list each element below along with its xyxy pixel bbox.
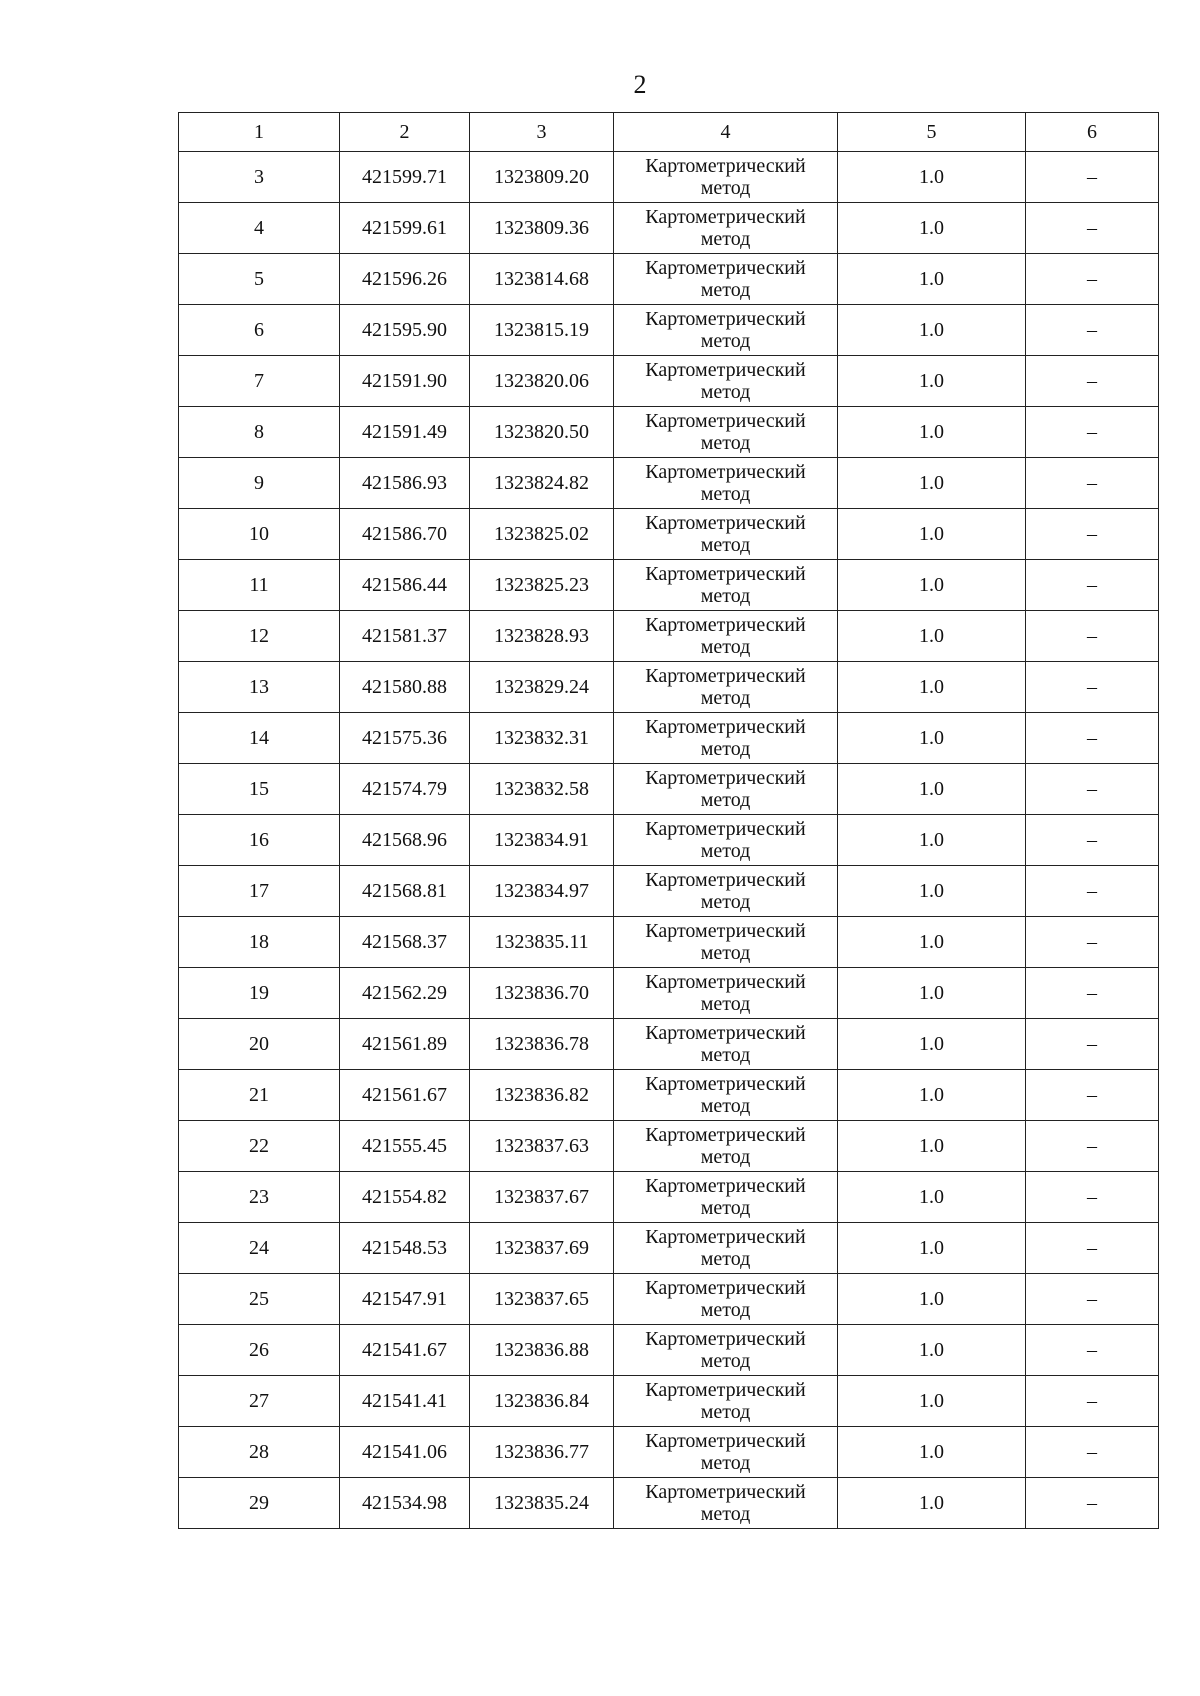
point-number-cell: 21: [179, 1070, 340, 1121]
column-header-2: 2: [340, 113, 470, 152]
method-line-1: Картометрический: [645, 1277, 806, 1299]
method-line-1: Картометрический: [645, 665, 806, 687]
method-line-1: Картометрический: [645, 1226, 806, 1248]
method-cell: [614, 611, 838, 662]
x-coordinate-cell: 421568.96: [340, 815, 470, 866]
point-number-cell: 7: [179, 356, 340, 407]
y-coordinate-cell: 1323825.02: [470, 509, 614, 560]
method-cell: [614, 458, 838, 509]
method-line-1: Картометрический: [645, 716, 806, 738]
method-line-2: метод: [700, 1044, 751, 1066]
table-row: [179, 1325, 1159, 1376]
x-coordinate-cell: 421586.93: [340, 458, 470, 509]
table-row: [179, 1121, 1159, 1172]
y-coordinate-cell: 1323835.11: [470, 917, 614, 968]
y-coordinate-cell: 1323820.06: [470, 356, 614, 407]
note-cell: –: [1026, 1019, 1159, 1070]
accuracy-cell: 1.0: [838, 866, 1026, 917]
method-cell: [614, 662, 838, 713]
table-row: [179, 1478, 1159, 1529]
table-row: [179, 662, 1159, 713]
accuracy-cell: 1.0: [838, 254, 1026, 305]
point-number-cell: 5: [179, 254, 340, 305]
method-cell: [614, 1376, 838, 1427]
method-line-2: метод: [700, 1401, 751, 1423]
method-line-2: метод: [700, 1452, 751, 1474]
accuracy-cell: 1.0: [838, 1274, 1026, 1325]
note-cell: –: [1026, 815, 1159, 866]
x-coordinate-cell: 421547.91: [340, 1274, 470, 1325]
y-coordinate-cell: 1323837.65: [470, 1274, 614, 1325]
method-line-1: Картометрический: [645, 1481, 806, 1503]
y-coordinate-cell: 1323828.93: [470, 611, 614, 662]
note-cell: –: [1026, 968, 1159, 1019]
method-line-2: метод: [700, 942, 751, 964]
method-line-2: метод: [700, 1299, 751, 1321]
method-line-2: метод: [700, 1197, 751, 1219]
method-line-2: метод: [700, 738, 751, 760]
x-coordinate-cell: 421586.70: [340, 509, 470, 560]
y-coordinate-cell: 1323836.82: [470, 1070, 614, 1121]
point-number-cell: 27: [179, 1376, 340, 1427]
method-cell: [614, 1070, 838, 1121]
column-header-3: 3: [470, 113, 614, 152]
note-cell: –: [1026, 305, 1159, 356]
note-cell: –: [1026, 662, 1159, 713]
y-coordinate-cell: 1323815.19: [470, 305, 614, 356]
table-row: [179, 1274, 1159, 1325]
table-row: [179, 509, 1159, 560]
method-line-1: Картометрический: [645, 257, 806, 279]
point-number-cell: 20: [179, 1019, 340, 1070]
point-number-cell: 14: [179, 713, 340, 764]
point-number-cell: 29: [179, 1478, 340, 1529]
point-number-cell: 25: [179, 1274, 340, 1325]
method-cell: [614, 356, 838, 407]
method-line-1: Картометрический: [645, 818, 806, 840]
method-cell: [614, 1274, 838, 1325]
note-cell: –: [1026, 1121, 1159, 1172]
method-line-2: метод: [700, 432, 751, 454]
method-line-1: Картометрический: [645, 1175, 806, 1197]
accuracy-cell: 1.0: [838, 1427, 1026, 1478]
note-cell: –: [1026, 152, 1159, 203]
accuracy-cell: 1.0: [838, 509, 1026, 560]
accuracy-cell: 1.0: [838, 764, 1026, 815]
table-row: [179, 764, 1159, 815]
point-number-cell: 26: [179, 1325, 340, 1376]
accuracy-cell: 1.0: [838, 611, 1026, 662]
note-cell: –: [1026, 560, 1159, 611]
method-cell: [614, 1478, 838, 1529]
method-line-1: Картометрический: [645, 1022, 806, 1044]
y-coordinate-cell: 1323809.20: [470, 152, 614, 203]
accuracy-cell: 1.0: [838, 1172, 1026, 1223]
method-line-2: метод: [700, 228, 751, 250]
accuracy-cell: 1.0: [838, 1376, 1026, 1427]
note-cell: –: [1026, 203, 1159, 254]
point-number-cell: 23: [179, 1172, 340, 1223]
y-coordinate-cell: 1323836.70: [470, 968, 614, 1019]
x-coordinate-cell: 421541.41: [340, 1376, 470, 1427]
method-line-1: Картометрический: [645, 512, 806, 534]
table-row: [179, 713, 1159, 764]
y-coordinate-cell: 1323836.84: [470, 1376, 614, 1427]
method-line-1: Картометрический: [645, 563, 806, 585]
method-line-2: метод: [700, 891, 751, 913]
method-line-1: Картометрический: [645, 1328, 806, 1350]
accuracy-cell: 1.0: [838, 1121, 1026, 1172]
note-cell: –: [1026, 713, 1159, 764]
method-cell: [614, 1325, 838, 1376]
point-number-cell: 28: [179, 1427, 340, 1478]
method-cell: [614, 560, 838, 611]
point-number-cell: 10: [179, 509, 340, 560]
table-row: [179, 1019, 1159, 1070]
point-number-cell: 3: [179, 152, 340, 203]
method-line-2: метод: [700, 534, 751, 556]
column-header-5: 5: [838, 113, 1026, 152]
table-body: [179, 152, 1159, 1529]
method-line-1: Картометрический: [645, 1379, 806, 1401]
table-row: [179, 560, 1159, 611]
point-number-cell: 16: [179, 815, 340, 866]
table-row: [179, 407, 1159, 458]
accuracy-cell: 1.0: [838, 1478, 1026, 1529]
x-coordinate-cell: 421561.67: [340, 1070, 470, 1121]
table-row: [179, 1172, 1159, 1223]
page-number: 2: [633, 70, 647, 99]
coordinates-table: [178, 112, 1159, 1529]
method-line-2: метод: [700, 279, 751, 301]
method-cell: [614, 764, 838, 815]
method-line-1: Картометрический: [645, 614, 806, 636]
y-coordinate-cell: 1323829.24: [470, 662, 614, 713]
method-line-1: Картометрический: [645, 971, 806, 993]
method-cell: [614, 1121, 838, 1172]
point-number-cell: 15: [179, 764, 340, 815]
x-coordinate-cell: 421586.44: [340, 560, 470, 611]
point-number-cell: 8: [179, 407, 340, 458]
accuracy-cell: 1.0: [838, 356, 1026, 407]
point-number-cell: 12: [179, 611, 340, 662]
x-coordinate-cell: 421541.67: [340, 1325, 470, 1376]
x-coordinate-cell: 421555.45: [340, 1121, 470, 1172]
method-line-1: Картометрический: [645, 461, 806, 483]
accuracy-cell: 1.0: [838, 203, 1026, 254]
x-coordinate-cell: 421599.71: [340, 152, 470, 203]
method-line-2: метод: [700, 1503, 751, 1525]
method-line-2: метод: [700, 177, 751, 199]
accuracy-cell: 1.0: [838, 1325, 1026, 1376]
note-cell: –: [1026, 1223, 1159, 1274]
y-coordinate-cell: 1323837.69: [470, 1223, 614, 1274]
method-line-2: метод: [700, 789, 751, 811]
method-line-2: метод: [700, 483, 751, 505]
table-row: [179, 866, 1159, 917]
method-cell: [614, 1019, 838, 1070]
method-cell: [614, 203, 838, 254]
y-coordinate-cell: 1323825.23: [470, 560, 614, 611]
note-cell: –: [1026, 1070, 1159, 1121]
method-cell: [614, 917, 838, 968]
y-coordinate-cell: 1323834.91: [470, 815, 614, 866]
method-cell: [614, 713, 838, 764]
x-coordinate-cell: 421591.49: [340, 407, 470, 458]
note-cell: –: [1026, 356, 1159, 407]
method-cell: [614, 509, 838, 560]
method-cell: [614, 152, 838, 203]
method-line-1: Картометрический: [645, 1430, 806, 1452]
point-number-cell: 24: [179, 1223, 340, 1274]
y-coordinate-cell: 1323820.50: [470, 407, 614, 458]
accuracy-cell: 1.0: [838, 968, 1026, 1019]
point-number-cell: 9: [179, 458, 340, 509]
method-line-2: метод: [700, 1146, 751, 1168]
method-cell: [614, 1427, 838, 1478]
method-line-1: Картометрический: [645, 308, 806, 330]
method-line-1: Картометрический: [645, 869, 806, 891]
method-line-2: метод: [700, 636, 751, 658]
note-cell: –: [1026, 1478, 1159, 1529]
y-coordinate-cell: 1323836.88: [470, 1325, 614, 1376]
table-row: [179, 152, 1159, 203]
point-number-cell: 22: [179, 1121, 340, 1172]
accuracy-cell: 1.0: [838, 560, 1026, 611]
table-row: [179, 305, 1159, 356]
point-number-cell: 4: [179, 203, 340, 254]
method-line-1: Картометрический: [645, 920, 806, 942]
method-line-2: метод: [700, 840, 751, 862]
method-line-1: Картометрический: [645, 155, 806, 177]
table-row: [179, 203, 1159, 254]
accuracy-cell: 1.0: [838, 152, 1026, 203]
method-cell: [614, 968, 838, 1019]
point-number-cell: 17: [179, 866, 340, 917]
x-coordinate-cell: 421541.06: [340, 1427, 470, 1478]
method-cell: [614, 1223, 838, 1274]
point-number-cell: 13: [179, 662, 340, 713]
note-cell: –: [1026, 611, 1159, 662]
note-cell: –: [1026, 917, 1159, 968]
y-coordinate-cell: 1323836.77: [470, 1427, 614, 1478]
y-coordinate-cell: 1323832.31: [470, 713, 614, 764]
method-line-1: Картометрический: [645, 1124, 806, 1146]
y-coordinate-cell: 1323835.24: [470, 1478, 614, 1529]
method-line-1: Картометрический: [645, 206, 806, 228]
table-row: [179, 611, 1159, 662]
method-line-1: Картометрический: [645, 767, 806, 789]
x-coordinate-cell: 421568.81: [340, 866, 470, 917]
column-header-6: 6: [1026, 113, 1159, 152]
column-header-1: 1: [179, 113, 340, 152]
y-coordinate-cell: 1323836.78: [470, 1019, 614, 1070]
y-coordinate-cell: 1323837.67: [470, 1172, 614, 1223]
y-coordinate-cell: 1323809.36: [470, 203, 614, 254]
note-cell: –: [1026, 1427, 1159, 1478]
table-row: [179, 815, 1159, 866]
note-cell: –: [1026, 509, 1159, 560]
x-coordinate-cell: 421568.37: [340, 917, 470, 968]
method-line-2: метод: [700, 585, 751, 607]
accuracy-cell: 1.0: [838, 815, 1026, 866]
y-coordinate-cell: 1323834.97: [470, 866, 614, 917]
accuracy-cell: 1.0: [838, 305, 1026, 356]
method-line-2: метод: [700, 687, 751, 709]
table-row: [179, 917, 1159, 968]
method-line-2: метод: [700, 1095, 751, 1117]
table-row: [179, 968, 1159, 1019]
x-coordinate-cell: 421575.36: [340, 713, 470, 764]
y-coordinate-cell: 1323824.82: [470, 458, 614, 509]
x-coordinate-cell: 421534.98: [340, 1478, 470, 1529]
accuracy-cell: 1.0: [838, 1223, 1026, 1274]
note-cell: –: [1026, 458, 1159, 509]
x-coordinate-cell: 421581.37: [340, 611, 470, 662]
x-coordinate-cell: 421562.29: [340, 968, 470, 1019]
column-header-4: 4: [614, 113, 838, 152]
note-cell: –: [1026, 764, 1159, 815]
x-coordinate-cell: 421554.82: [340, 1172, 470, 1223]
x-coordinate-cell: 421591.90: [340, 356, 470, 407]
note-cell: –: [1026, 1172, 1159, 1223]
y-coordinate-cell: 1323814.68: [470, 254, 614, 305]
note-cell: –: [1026, 866, 1159, 917]
table-row: [179, 356, 1159, 407]
method-cell: [614, 866, 838, 917]
point-number-cell: 19: [179, 968, 340, 1019]
method-line-2: метод: [700, 1350, 751, 1372]
method-cell: [614, 305, 838, 356]
accuracy-cell: 1.0: [838, 713, 1026, 764]
method-line-1: Картометрический: [645, 359, 806, 381]
accuracy-cell: 1.0: [838, 407, 1026, 458]
method-line-2: метод: [700, 330, 751, 352]
method-line-2: метод: [700, 993, 751, 1015]
note-cell: –: [1026, 1325, 1159, 1376]
accuracy-cell: 1.0: [838, 1070, 1026, 1121]
table-row: [179, 1070, 1159, 1121]
table-row: [179, 1223, 1159, 1274]
x-coordinate-cell: 421599.61: [340, 203, 470, 254]
y-coordinate-cell: 1323837.63: [470, 1121, 614, 1172]
table-row: [179, 458, 1159, 509]
x-coordinate-cell: 421548.53: [340, 1223, 470, 1274]
x-coordinate-cell: 421574.79: [340, 764, 470, 815]
method-line-1: Картометрический: [645, 410, 806, 432]
x-coordinate-cell: 421596.26: [340, 254, 470, 305]
table-row: [179, 1427, 1159, 1478]
accuracy-cell: 1.0: [838, 662, 1026, 713]
method-line-1: Картометрический: [645, 1073, 806, 1095]
method-line-2: метод: [700, 1248, 751, 1270]
note-cell: –: [1026, 254, 1159, 305]
table-row: [179, 254, 1159, 305]
accuracy-cell: 1.0: [838, 458, 1026, 509]
method-cell: [614, 407, 838, 458]
x-coordinate-cell: 421561.89: [340, 1019, 470, 1070]
table-header-row: [179, 113, 1159, 152]
accuracy-cell: 1.0: [838, 917, 1026, 968]
point-number-cell: 6: [179, 305, 340, 356]
method-line-2: метод: [700, 381, 751, 403]
x-coordinate-cell: 421595.90: [340, 305, 470, 356]
note-cell: –: [1026, 407, 1159, 458]
point-number-cell: 18: [179, 917, 340, 968]
note-cell: –: [1026, 1376, 1159, 1427]
y-coordinate-cell: 1323832.58: [470, 764, 614, 815]
table-row: [179, 1376, 1159, 1427]
method-cell: [614, 254, 838, 305]
method-cell: [614, 815, 838, 866]
x-coordinate-cell: 421580.88: [340, 662, 470, 713]
point-number-cell: 11: [179, 560, 340, 611]
note-cell: –: [1026, 1274, 1159, 1325]
method-cell: [614, 1172, 838, 1223]
accuracy-cell: 1.0: [838, 1019, 1026, 1070]
